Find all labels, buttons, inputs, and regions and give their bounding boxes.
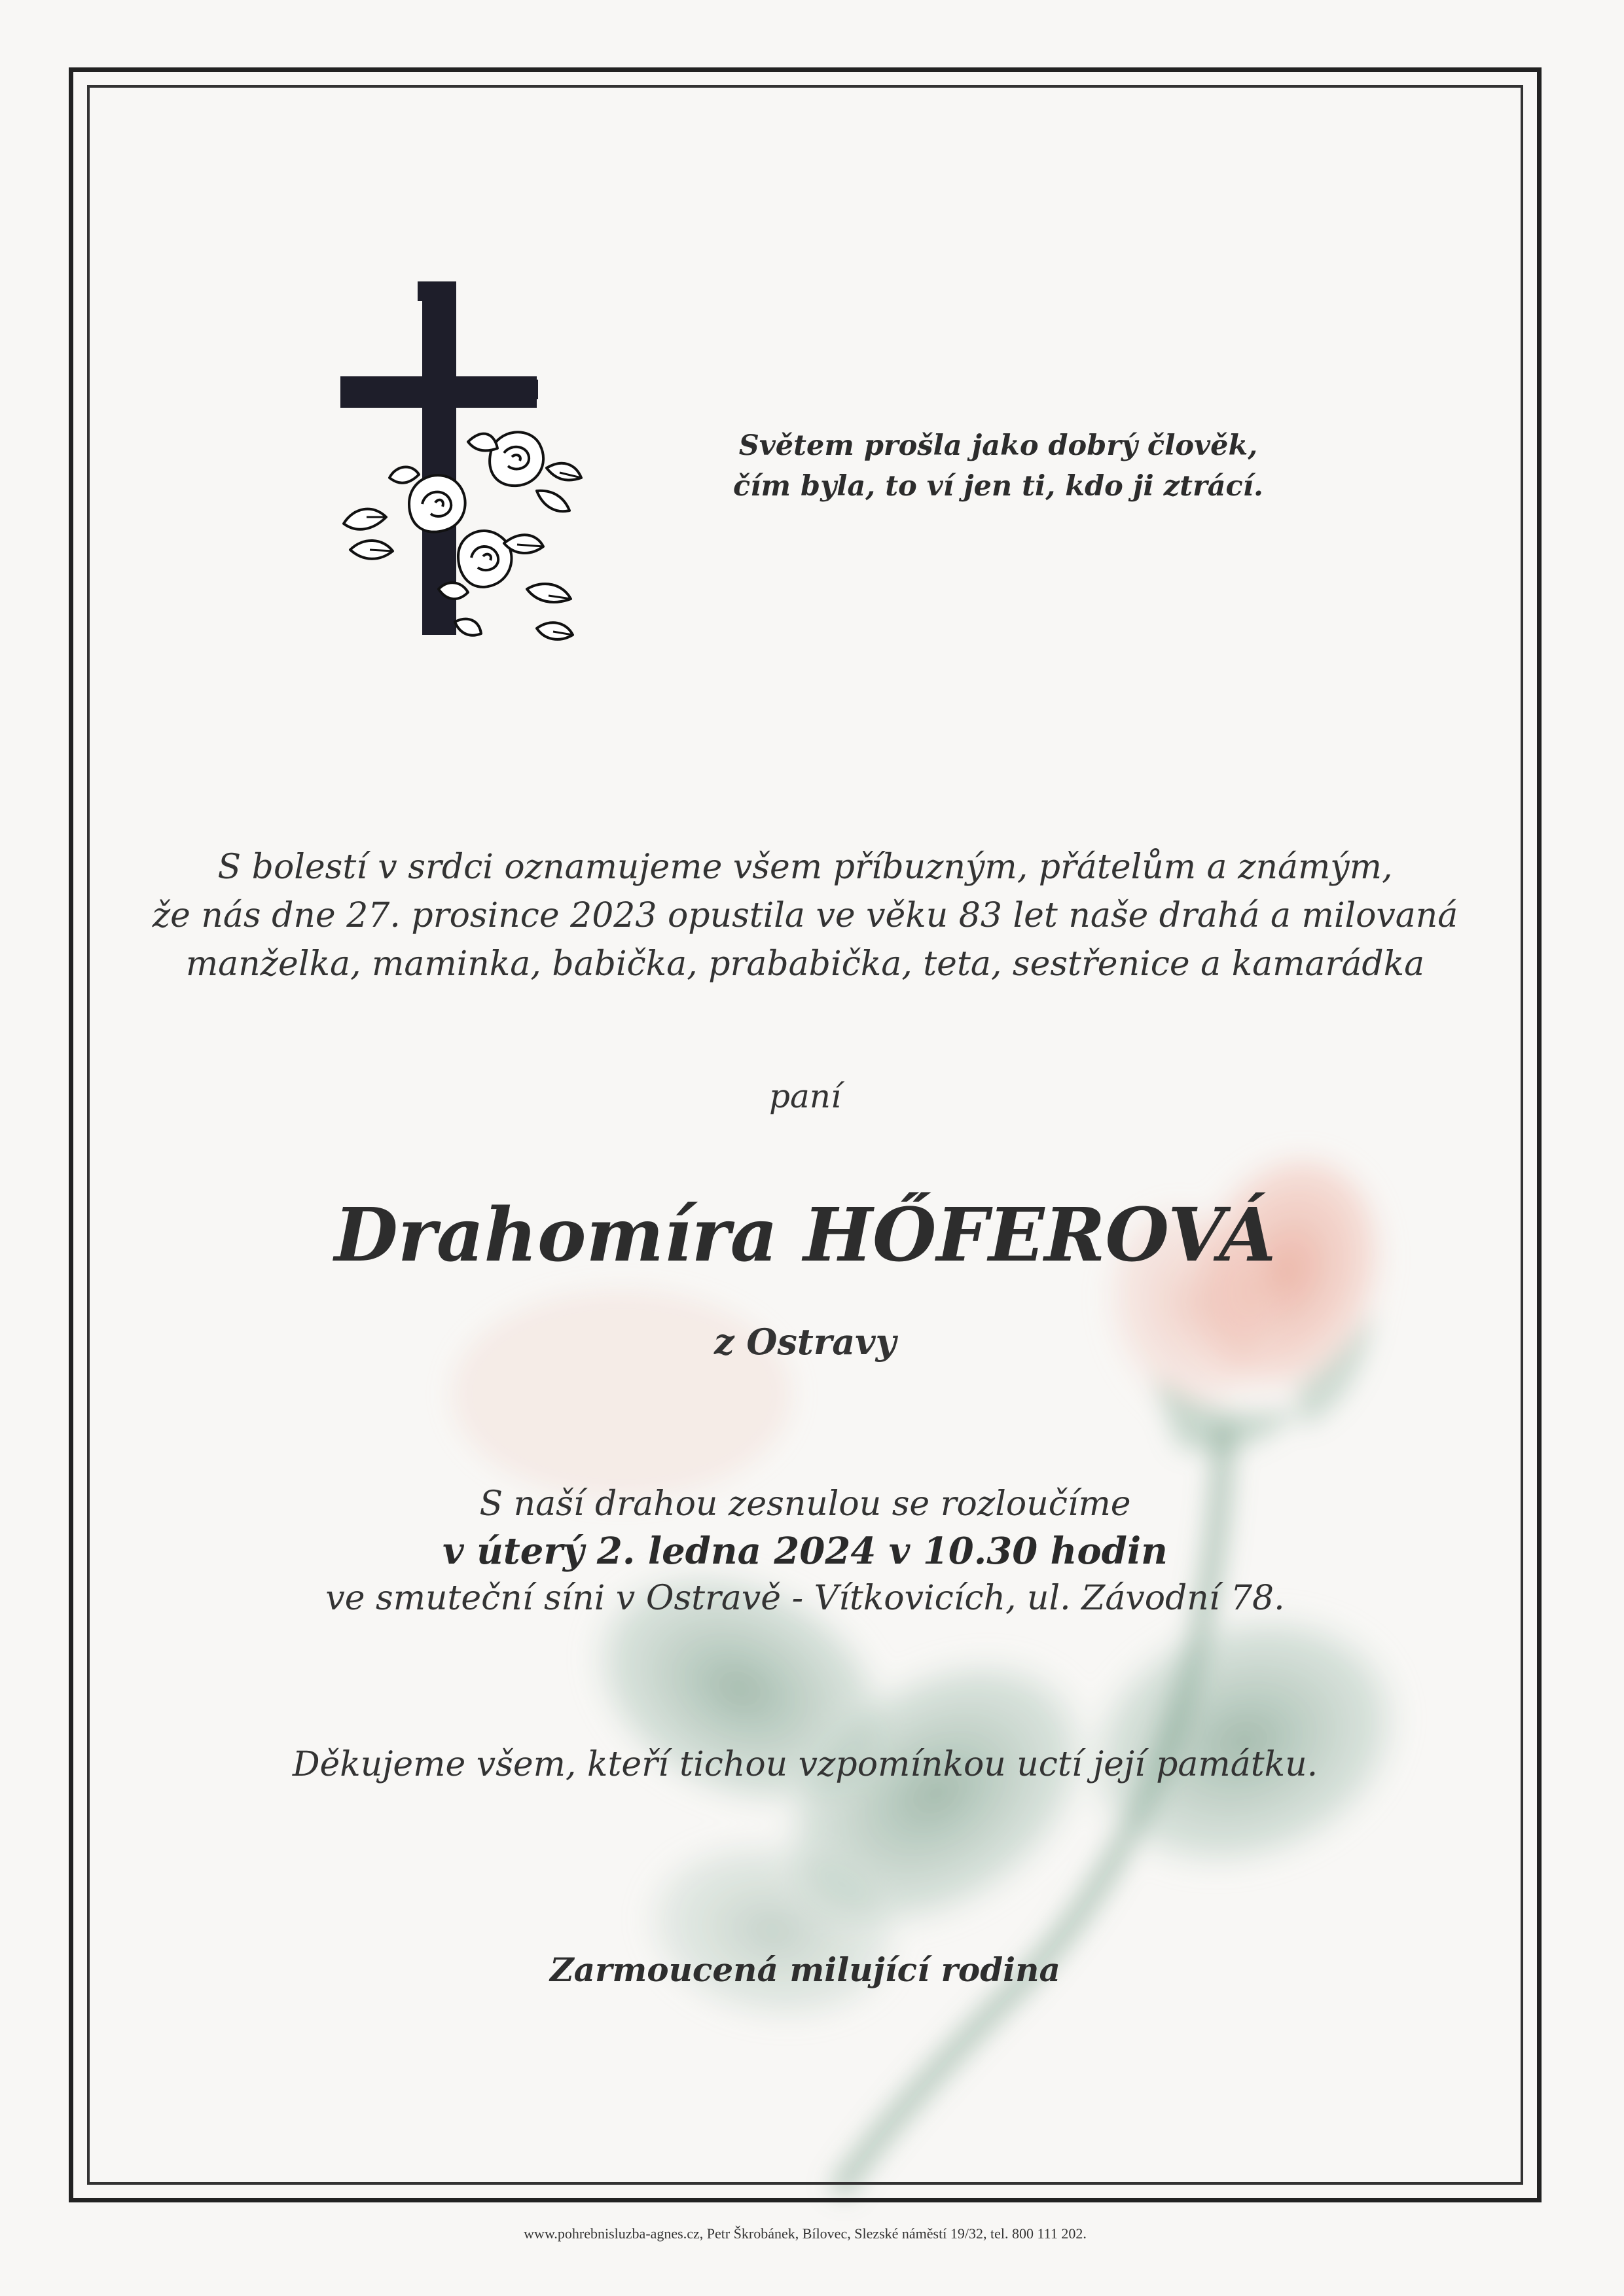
motto — [720, 425, 1276, 507]
announcement-line: S bolestí v srdci oznamujeme všem příbuzným, přátelům a známým, — [217, 848, 1393, 887]
inner-border — [87, 85, 1523, 2185]
farewell-intro: S naší drahou zesnulou se rozloučíme — [479, 1484, 1131, 1524]
announcement — [92, 843, 1519, 988]
farewell-info — [92, 1480, 1519, 1622]
salutation: paní — [768, 1077, 841, 1115]
footer-contact: www.pohrebnisluzba-agnes.cz, Petr Škrobánek, Bílovec, Slezské náměstí 19/32, tel. 800 111 202. — [524, 2225, 1087, 2242]
farewell-datetime: v úterý 2. ledna 2024 v 10.30 hodin — [442, 1530, 1168, 1573]
deceased-name: Drahomíra HŐFEROVÁ — [334, 1193, 1276, 1278]
signature: Zarmoucená milující rodina — [550, 1950, 1060, 1989]
announcement-line: že nás dne 27. prosince 2023 opustila ve věku 83 let naše drahá a milovaná — [152, 896, 1458, 935]
deceased-origin: z Ostravy — [713, 1321, 897, 1363]
farewell-place: ve smuteční síni v Ostravě - Vítkovicích, ul. Závodní 78. — [325, 1579, 1285, 1618]
motto-line: čím byla, to ví jen ti, kdo ji ztrácí. — [733, 470, 1263, 503]
thanks-text: Děkujeme všem, kteří tichou vzpomínkou uctí její památku. — [292, 1745, 1318, 1784]
cross-with-roses-icon — [340, 281, 589, 668]
announcement-line: manželka, maminka, babička, prababička, teta, sestřenice a kamarádka — [185, 944, 1425, 984]
motto-line: Světem prošla jako dobrý člověk, — [738, 429, 1258, 462]
